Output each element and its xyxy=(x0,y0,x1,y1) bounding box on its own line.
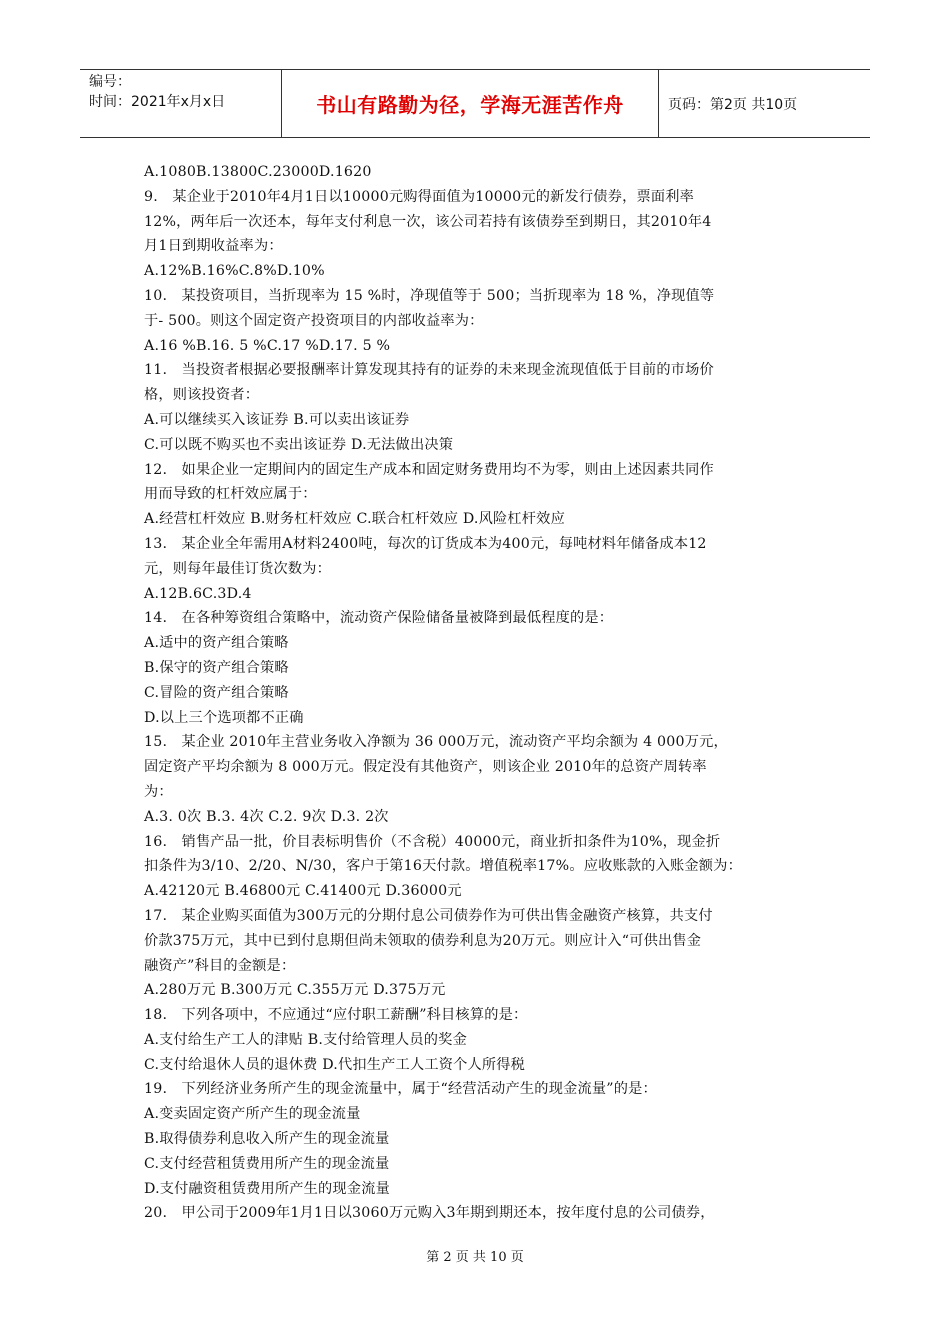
document-number-label: 编号： xyxy=(89,74,131,90)
text-line: 10. 某投资项目，当折现率为 15 %时，净现值等于 500；当折现率为 18 %，净现值等 xyxy=(144,287,715,304)
text-line: C.支付经营租赁费用所产生的现金流量 xyxy=(144,1155,390,1172)
document-time-label: 时间：2021年x月x日 xyxy=(89,94,226,110)
text-line: 9. 某企业于2010年4月1日以10000元购得面值为10000元的新发行债券，票面利率 xyxy=(144,188,695,205)
text-line: 格，则该投资者： xyxy=(144,387,260,404)
text-line: A.12B.6C.3D.4 xyxy=(144,585,252,602)
text-line: 固定资产平均余额为 8 000万元。假定没有其他资产，则该企业 2010年的总资产周转率 xyxy=(144,759,707,776)
header-motto-cell xyxy=(281,70,659,137)
document-body xyxy=(144,160,810,1226)
text-line: 12%，两年后一次还本，每年支付利息一次，该公司若持有该债券至到期日，其2010年4 xyxy=(144,213,712,230)
text-line: 19. 下列经济业务所产生的现金流量中，属于“经营活动产生的现金流量”的是： xyxy=(144,1081,657,1098)
text-line: C.支付给退休人员的退休费 D.代扣生产工人工资个人所得税 xyxy=(144,1056,526,1073)
text-line: 扣条件为3/10、2/20、N/30，客户于第16天付款。增值税率17%。应收账款的入账金额为： xyxy=(144,858,742,875)
text-line: D.支付融资租赁费用所产生的现金流量 xyxy=(144,1180,390,1197)
text-line: 元，则每年最佳订货次数为： xyxy=(144,560,332,577)
text-line: A.280万元 B.300万元 C.355万元 D.375万元 xyxy=(144,982,446,999)
header-motto: 书山有路勤为径，学海无涯苦作舟 xyxy=(316,93,624,117)
text-line: A.可以继续买入该证券 B.可以卖出该证券 xyxy=(144,411,410,428)
header-page-cell xyxy=(659,70,870,137)
text-line: 融资产”科目的金额是： xyxy=(144,957,296,974)
text-line: 14. 在各种筹资组合策略中，流动资产保险储备量被降到最低程度的是： xyxy=(144,610,614,627)
text-line: A.适中的资产组合策略 xyxy=(144,635,289,652)
text-line: 16. 销售产品一批，价目表标明售价（不含税）40000元，商业折扣条件为10%，现金折 xyxy=(144,833,721,850)
text-line: C.冒险的资产组合策略 xyxy=(144,684,289,701)
text-line: A.12%B.16%C.8%D.10% xyxy=(144,263,325,280)
text-line: C.可以既不购买也不卖出该证券 D.无法做出决策 xyxy=(144,436,454,453)
text-line: 价款375万元，其中已到付息期但尚未领取的债券利息为20万元。则应计入“可供出售金 xyxy=(144,932,702,949)
header-page-info: 页码：第2页 共10页 xyxy=(668,96,798,113)
text-line: B.保守的资产组合策略 xyxy=(144,659,289,676)
page-header xyxy=(80,69,870,138)
text-line: A.16 %B.16. 5 %C.17 %D.17. 5 % xyxy=(144,337,391,354)
text-line: 用而导致的杠杆效应属于： xyxy=(144,486,317,503)
header-meta-cell xyxy=(80,70,281,137)
text-line: A.变卖固定资产所产生的现金流量 xyxy=(144,1106,361,1123)
text-line: A.3. 0次 B.3. 4次 C.2. 9次 D.3. 2次 xyxy=(144,808,389,825)
text-line: 18. 下列各项中，不应通过“应付职工薪酬”科目核算的是： xyxy=(144,1007,528,1024)
footer-page-number: 第 2 页 共 10 页 xyxy=(426,1250,524,1265)
text-line: 13. 某企业全年需用A材料2400吨，每次的订货成本为400元，每吨材料年储备成本12 xyxy=(144,535,707,552)
text-line: 为： xyxy=(144,783,173,800)
text-line: D.以上三个选项都不正确 xyxy=(144,709,304,726)
text-line: 17. 某企业购买面值为300万元的分期付息公司债券作为可供出售金融资产核算，共支付 xyxy=(144,907,713,924)
text-line: 20. 甲公司于2009年1月1日以3060万元购入3年期到期还本，按年度付息的公司债券， xyxy=(144,1205,715,1222)
text-line: A.经营杠杆效应 B.财务杠杆效应 C.联合杠杆效应 D.风险杠杆效应 xyxy=(144,511,565,528)
text-line: 12. 如果企业一定期间内的固定生产成本和固定财务费用均不为零，则由上述因素共同作 xyxy=(144,461,714,478)
text-line: 月1日到期收益率为： xyxy=(144,238,283,255)
text-line: A.支付给生产工人的津贴 B.支付给管理人员的奖金 xyxy=(144,1031,467,1048)
page-footer xyxy=(0,1246,950,1265)
text-line: 于- 500。则这个固定资产投资项目的内部收益率为： xyxy=(144,312,484,329)
text-line: B.取得债券利息收入所产生的现金流量 xyxy=(144,1131,390,1148)
text-line: 15. 某企业 2010年主营业务收入净额为 36 000万元，流动资产平均余额为 4 000万元， xyxy=(144,734,728,751)
text-line: A.42120元 B.46800元 C.41400元 D.36000元 xyxy=(144,883,462,900)
text-line: 11. 当投资者根据必要报酬率计算发现其持有的证券的未来现金流现值低于目前的市场价 xyxy=(144,362,714,379)
text-line: A.1080B.13800C.23000D.1620 xyxy=(144,164,372,180)
